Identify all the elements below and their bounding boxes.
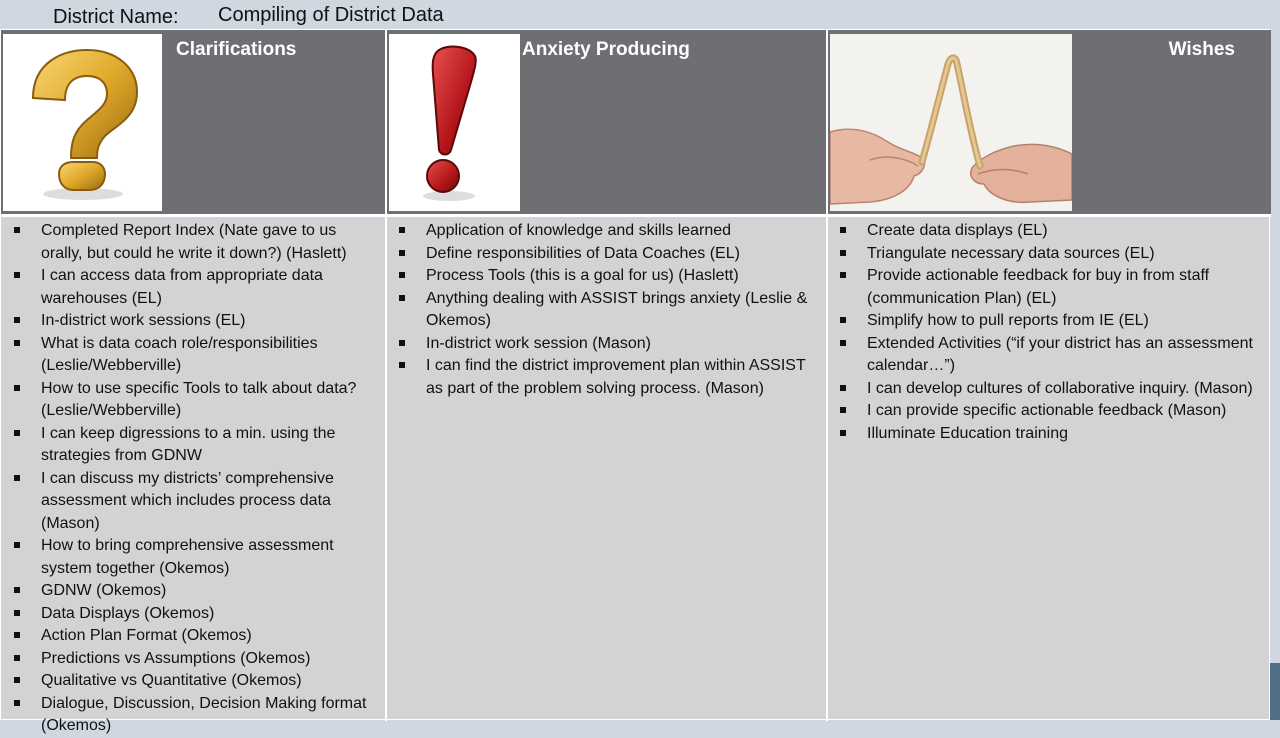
- slide-edge-strip: [1270, 663, 1280, 720]
- list-item: In-district work session (Mason): [396, 333, 820, 356]
- column-body: [1, 220, 385, 734]
- list-item: Illuminate Education training: [837, 423, 1265, 446]
- list-item: I can find the district improvement plan within ASSIST as part of the problem solving process. (Mason): [396, 355, 820, 400]
- board: [0, 29, 1270, 734]
- column-body: [828, 220, 1271, 721]
- column-header: [828, 30, 1271, 217]
- list-item: Provide actionable feedback for buy in from staff (communication Plan) (EL): [837, 265, 1265, 310]
- list-item: Extended Activities (“if your district has an assessment calendar…”): [837, 333, 1265, 378]
- column-clarifications: [1, 30, 387, 734]
- list-item: Anything dealing with ASSIST brings anxiety (Leslie & Okemos): [396, 288, 820, 333]
- item-list: [11, 220, 379, 738]
- list-item: Qualitative vs Quantitative (Okemos): [11, 670, 379, 693]
- list-item: Dialogue, Discussion, Decision Making format (Okemos): [11, 693, 379, 738]
- column-title: Wishes: [1168, 39, 1235, 60]
- list-item: Action Plan Format (Okemos): [11, 625, 379, 648]
- list-item: What is data coach role/responsibilities (Leslie/Webberville): [11, 333, 379, 378]
- list-item: I can provide specific actionable feedback (Mason): [837, 400, 1265, 423]
- list-item: I can discuss my districts’ comprehensive assessment which includes process data (Mason): [11, 468, 379, 536]
- exclamation-mark-icon: [389, 34, 520, 211]
- list-item: I can develop cultures of collaborative inquiry. (Mason): [837, 378, 1265, 401]
- item-list: [396, 220, 820, 400]
- list-item: Triangulate necessary data sources (EL): [837, 243, 1265, 266]
- list-item: Data Displays (Okemos): [11, 603, 379, 626]
- list-item: Process Tools (this is a goal for us) (Haslett): [396, 265, 820, 288]
- list-item: How to bring comprehensive assessment system together (Okemos): [11, 535, 379, 580]
- list-item: I can keep digressions to a min. using the strategies from GDNW: [11, 423, 379, 468]
- list-item: GDNW (Okemos): [11, 580, 379, 603]
- column-title: Anxiety Producing: [522, 39, 690, 60]
- list-item: How to use specific Tools to talk about data? (Leslie/Webberville): [11, 378, 379, 423]
- list-item: Create data displays (EL): [837, 220, 1265, 243]
- column-header: [1, 30, 385, 217]
- list-item: Completed Report Index (Nate gave to us orally, but could he write it down?) (Haslett): [11, 220, 379, 265]
- column-wishes: [828, 30, 1271, 721]
- district-name-label: District Name:: [53, 6, 179, 28]
- list-item: I can access data from appropriate data warehouses (EL): [11, 265, 379, 310]
- wishbone-icon: [830, 34, 1072, 211]
- item-list: [837, 220, 1265, 445]
- list-item: Predictions vs Assumptions (Okemos): [11, 648, 379, 671]
- list-item: Define responsibilities of Data Coaches (EL): [396, 243, 820, 266]
- column-title: Clarifications: [176, 39, 297, 60]
- column-header: [387, 30, 826, 217]
- list-item: Simplify how to pull reports from IE (EL): [837, 310, 1265, 333]
- page-title: Compiling of District Data: [218, 4, 444, 26]
- column-anxiety-producing: [387, 30, 828, 721]
- list-item: In-district work sessions (EL): [11, 310, 379, 333]
- question-mark-icon: [3, 34, 162, 211]
- list-item: Application of knowledge and skills learned: [396, 220, 820, 243]
- column-body: [387, 220, 826, 721]
